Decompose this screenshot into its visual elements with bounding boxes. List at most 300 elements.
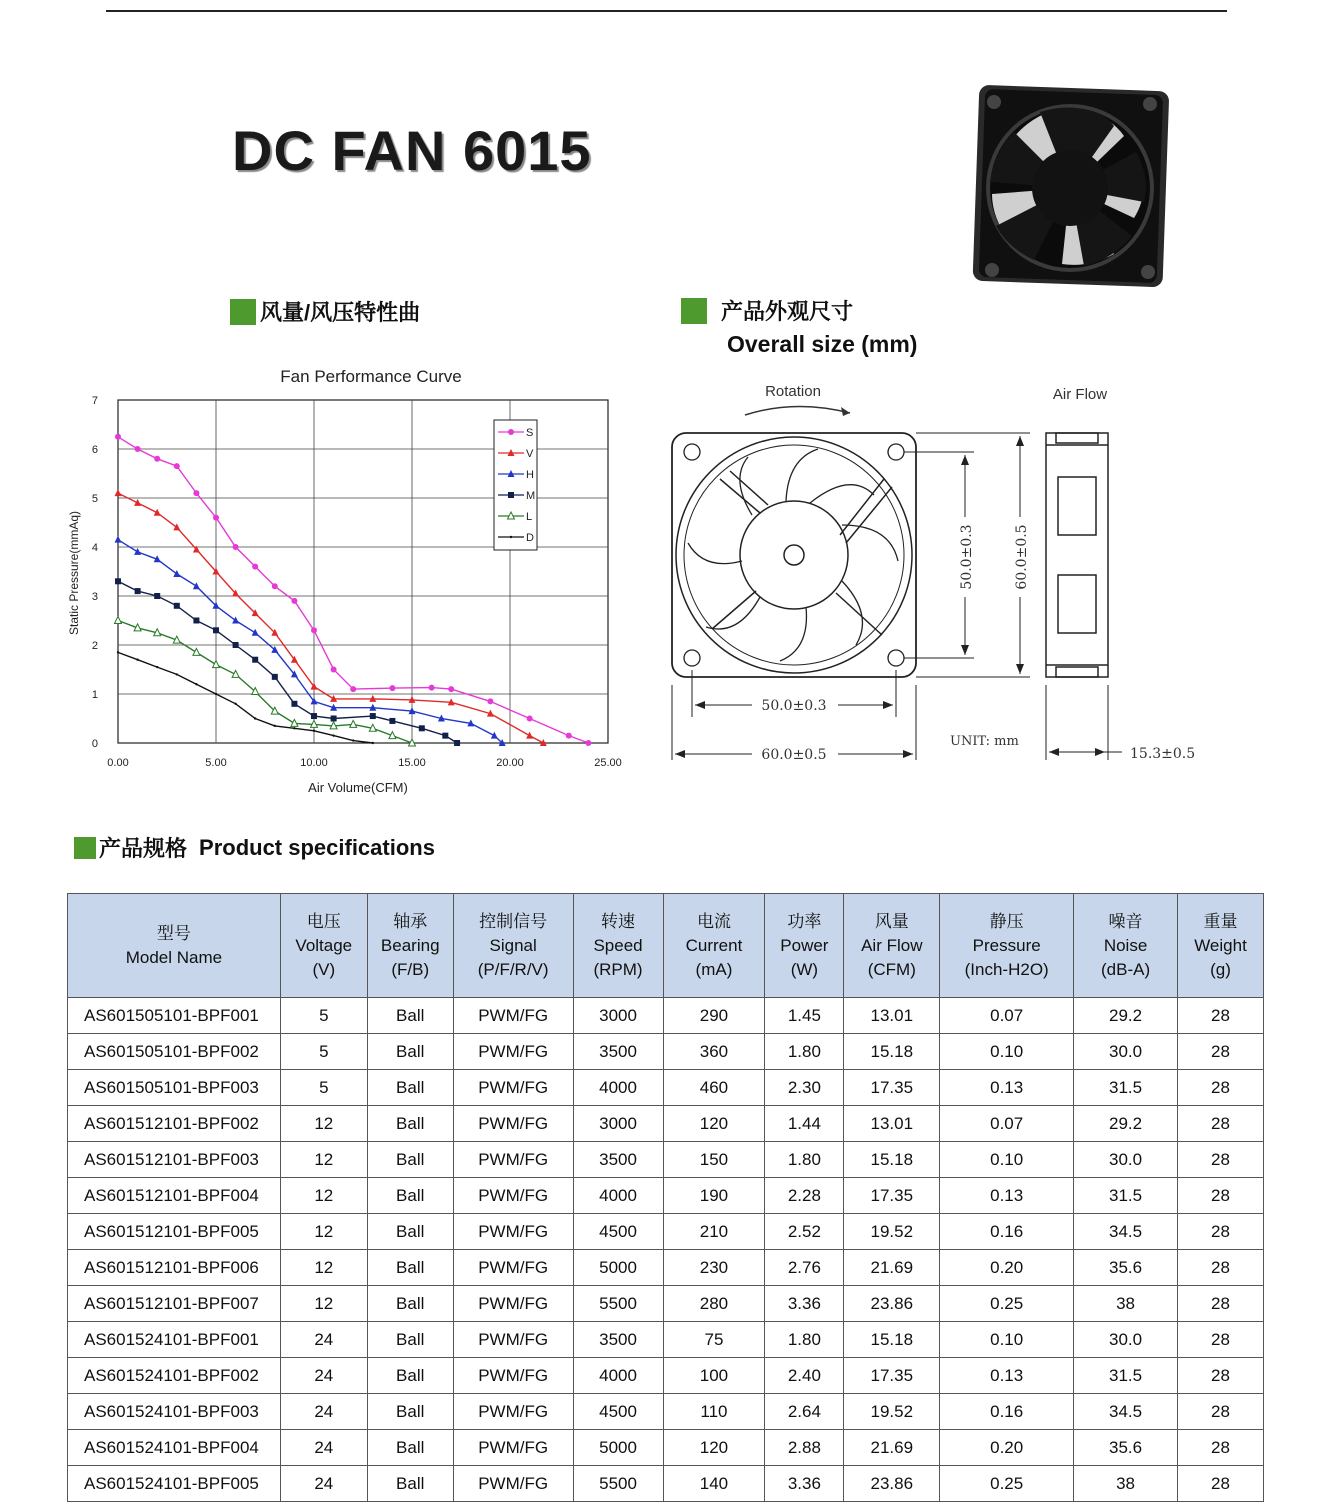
table-cell: PWM/FG	[453, 1214, 573, 1250]
table-cell: 2.30	[765, 1070, 844, 1106]
y-tick-label: 0	[91, 738, 98, 750]
column-header-unit: (mA)	[695, 959, 733, 979]
series-L	[115, 617, 416, 747]
table-cell: Ball	[367, 1034, 453, 1070]
legend-box	[494, 420, 537, 550]
column-header-en: Model Name	[125, 947, 223, 967]
table-cell: 0.10	[940, 1142, 1074, 1178]
data-point-D	[215, 693, 217, 695]
data-point-D	[372, 742, 374, 744]
mount-holes	[684, 444, 904, 666]
table-cell: 210	[663, 1214, 765, 1250]
data-point-V	[115, 489, 122, 496]
green-square-icon	[230, 299, 256, 325]
table-cell: 23.86	[844, 1286, 940, 1322]
table-cell: 31.5	[1074, 1178, 1178, 1214]
table-cell: 15.18	[844, 1322, 940, 1358]
column-header-zh: 噪音	[1108, 911, 1143, 931]
data-point-M	[331, 716, 337, 722]
column-header-zh: 型号	[156, 923, 191, 943]
table-cell: 21.69	[844, 1430, 940, 1466]
data-point-M	[135, 588, 141, 594]
spec-section-label-zh: 产品规格	[99, 836, 188, 861]
data-point-D	[274, 725, 276, 727]
table-cell: 290	[663, 998, 765, 1034]
y-tick-label: 1	[91, 689, 98, 701]
size-section-heading	[681, 295, 853, 326]
fan-blades	[688, 449, 898, 661]
fan-performance-chart	[60, 360, 640, 805]
table-row	[68, 1322, 1264, 1358]
table-row	[68, 998, 1264, 1034]
chart-xlabel: Air Volume(CFM)	[308, 780, 408, 795]
table-cell: AS601524101-BPF003	[68, 1394, 281, 1430]
table-cell: Ball	[367, 1142, 453, 1178]
data-point-S	[585, 740, 591, 746]
legend-label: M	[526, 490, 536, 502]
table-cell: PWM/FG	[453, 998, 573, 1034]
table-cell: 2.76	[765, 1250, 844, 1286]
table-cell: 30.0	[1074, 1322, 1178, 1358]
fan-hub	[740, 501, 848, 609]
fan-product-image	[964, 78, 1174, 290]
fan-ring-inner	[684, 445, 904, 665]
table-cell: 29.2	[1074, 998, 1178, 1034]
data-point-H	[491, 732, 498, 739]
table-cell: 3500	[573, 1322, 663, 1358]
table-cell: 34.5	[1074, 1394, 1178, 1430]
column-header	[367, 894, 453, 998]
data-point-S	[508, 429, 514, 435]
airflow-label: Air Flow	[1052, 386, 1108, 403]
series-D	[117, 651, 374, 744]
data-point-M	[115, 578, 121, 584]
table-cell: 4500	[573, 1214, 663, 1250]
table-row	[68, 1466, 1264, 1502]
data-point-M	[174, 603, 180, 609]
table-cell: 4000	[573, 1178, 663, 1214]
table-cell: 24	[280, 1394, 367, 1430]
table-cell: 2.52	[765, 1214, 844, 1250]
data-point-D	[332, 734, 334, 736]
data-point-M	[370, 713, 376, 719]
table-cell: 24	[280, 1466, 367, 1502]
table-cell: 12	[280, 1214, 367, 1250]
table-cell: 28	[1177, 998, 1263, 1034]
table-cell: 30.0	[1074, 1034, 1178, 1070]
table-cell: 34.5	[1074, 1214, 1178, 1250]
dimension-drawing	[660, 375, 1220, 775]
table-cell: 100	[663, 1358, 765, 1394]
table-cell: AS601505101-BPF002	[68, 1034, 281, 1070]
table-cell: 12	[280, 1286, 367, 1322]
table-cell: AS601524101-BPF001	[68, 1322, 281, 1358]
table-row	[68, 1286, 1264, 1322]
column-header-zh: 风量	[874, 911, 909, 931]
legend-label: V	[526, 448, 534, 460]
x-tick-label: 5.00	[205, 757, 227, 769]
table-cell: AS601524101-BPF004	[68, 1430, 281, 1466]
table-cell: 30.0	[1074, 1142, 1178, 1178]
table-cell: PWM/FG	[453, 1358, 573, 1394]
x-tick-label: 25.00	[594, 757, 622, 769]
table-cell: 21.69	[844, 1250, 940, 1286]
data-point-M	[154, 593, 160, 599]
table-cell: 1.80	[765, 1322, 844, 1358]
table-cell: PWM/FG	[453, 1250, 573, 1286]
table-cell: 35.6	[1074, 1430, 1178, 1466]
table-cell: 12	[280, 1142, 367, 1178]
series-M	[115, 578, 460, 746]
data-point-L	[350, 720, 357, 727]
table-cell: 230	[663, 1250, 765, 1286]
column-header-zh: 电压	[306, 911, 341, 931]
data-point-S	[389, 685, 395, 691]
data-point-S	[213, 515, 219, 521]
table-cell: 120	[663, 1106, 765, 1142]
table-cell: 360	[663, 1034, 765, 1070]
table-cell: 0.25	[940, 1286, 1074, 1322]
data-point-S	[448, 686, 454, 692]
table-header-row	[68, 894, 1264, 998]
column-header	[68, 894, 281, 998]
table-cell: 4500	[573, 1394, 663, 1430]
table-cell: 28	[1177, 1034, 1263, 1070]
table-cell: 0.16	[940, 1394, 1074, 1430]
table-cell: 19.52	[844, 1214, 940, 1250]
x-tick-label: 20.00	[496, 757, 524, 769]
data-point-S	[350, 686, 356, 692]
legend-label: S	[526, 427, 534, 439]
table-cell: AS601512101-BPF003	[68, 1142, 281, 1178]
y-tick-label: 6	[91, 444, 98, 456]
data-point-S	[233, 544, 239, 550]
column-header-zh: 控制信号	[479, 911, 548, 931]
page-title: DC FAN 6015	[232, 119, 592, 182]
table-cell: Ball	[367, 1466, 453, 1502]
data-point-H	[173, 570, 180, 577]
table-cell: Ball	[367, 1214, 453, 1250]
data-point-M	[291, 701, 297, 707]
chart-ticks	[92, 395, 622, 769]
table-cell: 28	[1177, 1430, 1263, 1466]
table-body	[68, 998, 1264, 1502]
data-point-D	[234, 703, 236, 705]
data-point-S	[331, 667, 337, 673]
table-cell: 460	[663, 1070, 765, 1106]
dim-outer-vertical: 60.0±0.5	[1014, 524, 1030, 590]
table-cell: 5000	[573, 1430, 663, 1466]
table-cell: PWM/FG	[453, 1178, 573, 1214]
table-cell: 0.16	[940, 1214, 1074, 1250]
table-cell: 1.44	[765, 1106, 844, 1142]
table-cell: 12	[280, 1250, 367, 1286]
table-cell: 17.35	[844, 1070, 940, 1106]
data-point-D	[176, 673, 178, 675]
table-cell: 190	[663, 1178, 765, 1214]
table-cell: PWM/FG	[453, 1142, 573, 1178]
data-point-M	[252, 657, 258, 663]
table-row	[68, 1070, 1264, 1106]
table-row	[68, 1358, 1264, 1394]
table-cell: 75	[663, 1322, 765, 1358]
table-row	[68, 1394, 1264, 1430]
y-tick-label: 5	[91, 493, 98, 505]
table-cell: 3.36	[765, 1466, 844, 1502]
y-tick-label: 7	[91, 395, 98, 407]
y-tick-label: 3	[91, 591, 98, 603]
table-cell: 3000	[573, 1106, 663, 1142]
size-section-label-en: Overall size (mm)	[727, 331, 918, 357]
table-cell: 5	[280, 1070, 367, 1106]
column-header-en: Pressure	[972, 935, 1041, 955]
column-header-zh: 电流	[696, 911, 731, 931]
table-cell: 38	[1074, 1466, 1178, 1502]
table-cell: 24	[280, 1322, 367, 1358]
table-cell: 150	[663, 1142, 765, 1178]
column-header-zh: 重量	[1203, 911, 1238, 931]
table-cell: Ball	[367, 1358, 453, 1394]
fan-side-view	[1046, 433, 1108, 677]
table-cell: 5500	[573, 1466, 663, 1502]
table-cell: PWM/FG	[453, 1070, 573, 1106]
data-point-S	[135, 446, 141, 452]
column-header-unit: (g)	[1210, 959, 1231, 979]
table-cell: 110	[663, 1394, 765, 1430]
table-cell: 13.01	[844, 1106, 940, 1142]
column-header	[1177, 894, 1263, 998]
column-header	[573, 894, 663, 998]
table-cell: AS601524101-BPF002	[68, 1358, 281, 1394]
table-cell: 24	[280, 1358, 367, 1394]
column-header	[1074, 894, 1178, 998]
table-cell: 0.20	[940, 1430, 1074, 1466]
table-cell: 2.28	[765, 1178, 844, 1214]
table-cell: 140	[663, 1466, 765, 1502]
table-cell: 28	[1177, 1322, 1263, 1358]
data-point-M	[193, 618, 199, 624]
column-header-en: Power	[780, 935, 829, 955]
table-cell: PWM/FG	[453, 1034, 573, 1070]
table-cell: 19.52	[844, 1394, 940, 1430]
table-cell: 0.07	[940, 998, 1074, 1034]
data-point-S	[272, 583, 278, 589]
data-point-S	[311, 627, 317, 633]
table-cell: 5	[280, 1034, 367, 1070]
table-row	[68, 1430, 1264, 1466]
table-cell: 28	[1177, 1358, 1263, 1394]
data-point-M	[454, 740, 460, 746]
fan-hub-center	[784, 545, 804, 565]
series-line-V	[118, 493, 543, 743]
table-cell: 0.13	[940, 1178, 1074, 1214]
column-header-en: Signal	[489, 935, 537, 955]
column-header	[663, 894, 765, 998]
table-cell: 28	[1177, 1070, 1263, 1106]
table-cell: AS601505101-BPF001	[68, 998, 281, 1034]
table-cell: 28	[1177, 1250, 1263, 1286]
data-point-D	[117, 651, 119, 653]
table-cell: Ball	[367, 1070, 453, 1106]
dim-thickness: 15.3±0.5	[1130, 746, 1196, 762]
data-point-M	[508, 492, 514, 498]
data-point-D	[195, 683, 197, 685]
table-row	[68, 1214, 1264, 1250]
data-point-S	[291, 598, 297, 604]
table-cell: PWM/FG	[453, 1430, 573, 1466]
series-line-L	[118, 621, 412, 744]
table-cell: 28	[1177, 1286, 1263, 1322]
data-point-M	[272, 674, 278, 680]
column-header-en: Bearing	[380, 935, 440, 955]
data-point-D	[293, 727, 295, 729]
data-point-S	[252, 564, 258, 570]
column-header-zh: 轴承	[393, 911, 428, 931]
column-header-en: Air Flow	[861, 935, 923, 955]
table-row	[68, 1142, 1264, 1178]
table-row	[68, 1034, 1264, 1070]
table-cell: PWM/FG	[453, 1106, 573, 1142]
data-point-H	[252, 629, 259, 636]
table-cell: 17.35	[844, 1358, 940, 1394]
table-cell: 5500	[573, 1286, 663, 1322]
data-point-H	[134, 548, 141, 555]
table-cell: 0.10	[940, 1034, 1074, 1070]
table-cell: AS601524101-BPF005	[68, 1466, 281, 1502]
table-cell: 12	[280, 1106, 367, 1142]
rotation-arrow	[745, 406, 850, 415]
table-cell: 5000	[573, 1250, 663, 1286]
data-point-S	[193, 490, 199, 496]
table-cell: AS601512101-BPF007	[68, 1286, 281, 1322]
table-cell: AS601512101-BPF002	[68, 1106, 281, 1142]
table-cell: 1.80	[765, 1034, 844, 1070]
table-cell: Ball	[367, 1430, 453, 1466]
green-square-icon	[74, 837, 96, 859]
data-point-V	[173, 523, 180, 530]
table-row	[68, 1178, 1264, 1214]
table-cell: Ball	[367, 1394, 453, 1430]
column-header-zh: 转速	[601, 911, 636, 931]
data-point-V	[526, 732, 533, 739]
table-cell: 13.01	[844, 998, 940, 1034]
data-point-S	[527, 716, 533, 722]
column-header-unit: (F/B)	[391, 959, 430, 979]
data-point-H	[115, 536, 122, 543]
table-cell: 35.6	[1074, 1250, 1178, 1286]
curve-section-heading	[230, 296, 420, 327]
table-cell: 1.80	[765, 1142, 844, 1178]
table-cell: Ball	[367, 998, 453, 1034]
data-point-H	[232, 617, 239, 624]
table-row	[68, 1250, 1264, 1286]
data-point-M	[213, 627, 219, 633]
table-cell: 3500	[573, 1142, 663, 1178]
data-point-D	[510, 536, 512, 538]
data-point-M	[419, 725, 425, 731]
table-cell: 4000	[573, 1358, 663, 1394]
table-cell: 280	[663, 1286, 765, 1322]
curve-section-label: 风量/风压特性曲	[260, 300, 421, 325]
spec-section-heading	[74, 832, 435, 863]
table-cell: 29.2	[1074, 1106, 1178, 1142]
legend-label: D	[526, 532, 534, 544]
table-cell: 28	[1177, 1394, 1263, 1430]
column-header-zh: 静压	[989, 911, 1024, 931]
table-cell: Ball	[367, 1106, 453, 1142]
data-point-S	[429, 685, 435, 691]
table-cell: 28	[1177, 1106, 1263, 1142]
table-cell: 3500	[573, 1034, 663, 1070]
spec-table	[67, 893, 1264, 1502]
data-point-S	[154, 456, 160, 462]
table-cell: 0.20	[940, 1250, 1074, 1286]
size-section-label-zh: 产品外观尺寸	[721, 299, 854, 324]
top-rule	[106, 10, 1227, 12]
table-cell: 0.07	[940, 1106, 1074, 1142]
table-cell: AS601512101-BPF006	[68, 1250, 281, 1286]
table-cell: 0.13	[940, 1070, 1074, 1106]
table-cell: 0.10	[940, 1322, 1074, 1358]
data-point-S	[115, 434, 121, 440]
data-point-D	[352, 739, 354, 741]
y-tick-label: 2	[91, 640, 98, 652]
column-header-unit: (V)	[312, 959, 336, 979]
data-point-S	[487, 698, 493, 704]
fan-ring-outer	[676, 437, 912, 673]
table-cell: PWM/FG	[453, 1286, 573, 1322]
dim-inner-vertical: 50.0±0.3	[959, 524, 975, 590]
data-point-M	[442, 733, 448, 739]
table-cell: 28	[1177, 1178, 1263, 1214]
column-header-en: Noise	[1103, 935, 1148, 955]
y-tick-label: 4	[91, 542, 98, 554]
table-cell: 17.35	[844, 1178, 940, 1214]
column-header	[765, 894, 844, 998]
column-header-unit: (W)	[790, 959, 819, 979]
data-point-S	[174, 463, 180, 469]
chart-ylabel: Static Pressure(mmAq)	[67, 510, 81, 636]
table-cell: 0.25	[940, 1466, 1074, 1502]
legend-label: H	[526, 469, 534, 481]
table-cell: 12	[280, 1178, 367, 1214]
column-header	[280, 894, 367, 998]
table-cell: Ball	[367, 1286, 453, 1322]
table-cell: PWM/FG	[453, 1394, 573, 1430]
table-cell: 28	[1177, 1466, 1263, 1502]
table-cell: 2.88	[765, 1430, 844, 1466]
table-cell: 3.36	[765, 1286, 844, 1322]
table-cell: 0.13	[940, 1358, 1074, 1394]
table-cell: 1.45	[765, 998, 844, 1034]
table-cell: 31.5	[1074, 1358, 1178, 1394]
data-point-H	[193, 582, 200, 589]
chart-title: Fan Performance Curve	[280, 367, 462, 386]
column-header	[940, 894, 1074, 998]
column-header-unit: (CFM)	[867, 959, 916, 979]
column-header-unit: (Inch-H2O)	[964, 959, 1049, 979]
table-cell: 28	[1177, 1214, 1263, 1250]
column-header	[844, 894, 940, 998]
table-cell: Ball	[367, 1178, 453, 1214]
table-cell: 24	[280, 1430, 367, 1466]
data-point-M	[233, 642, 239, 648]
dim-inner-horizontal: 50.0±0.3	[761, 698, 827, 714]
data-point-M	[389, 718, 395, 724]
data-point-D	[156, 666, 158, 668]
table-cell: AS601505101-BPF003	[68, 1070, 281, 1106]
x-tick-label: 15.00	[398, 757, 426, 769]
